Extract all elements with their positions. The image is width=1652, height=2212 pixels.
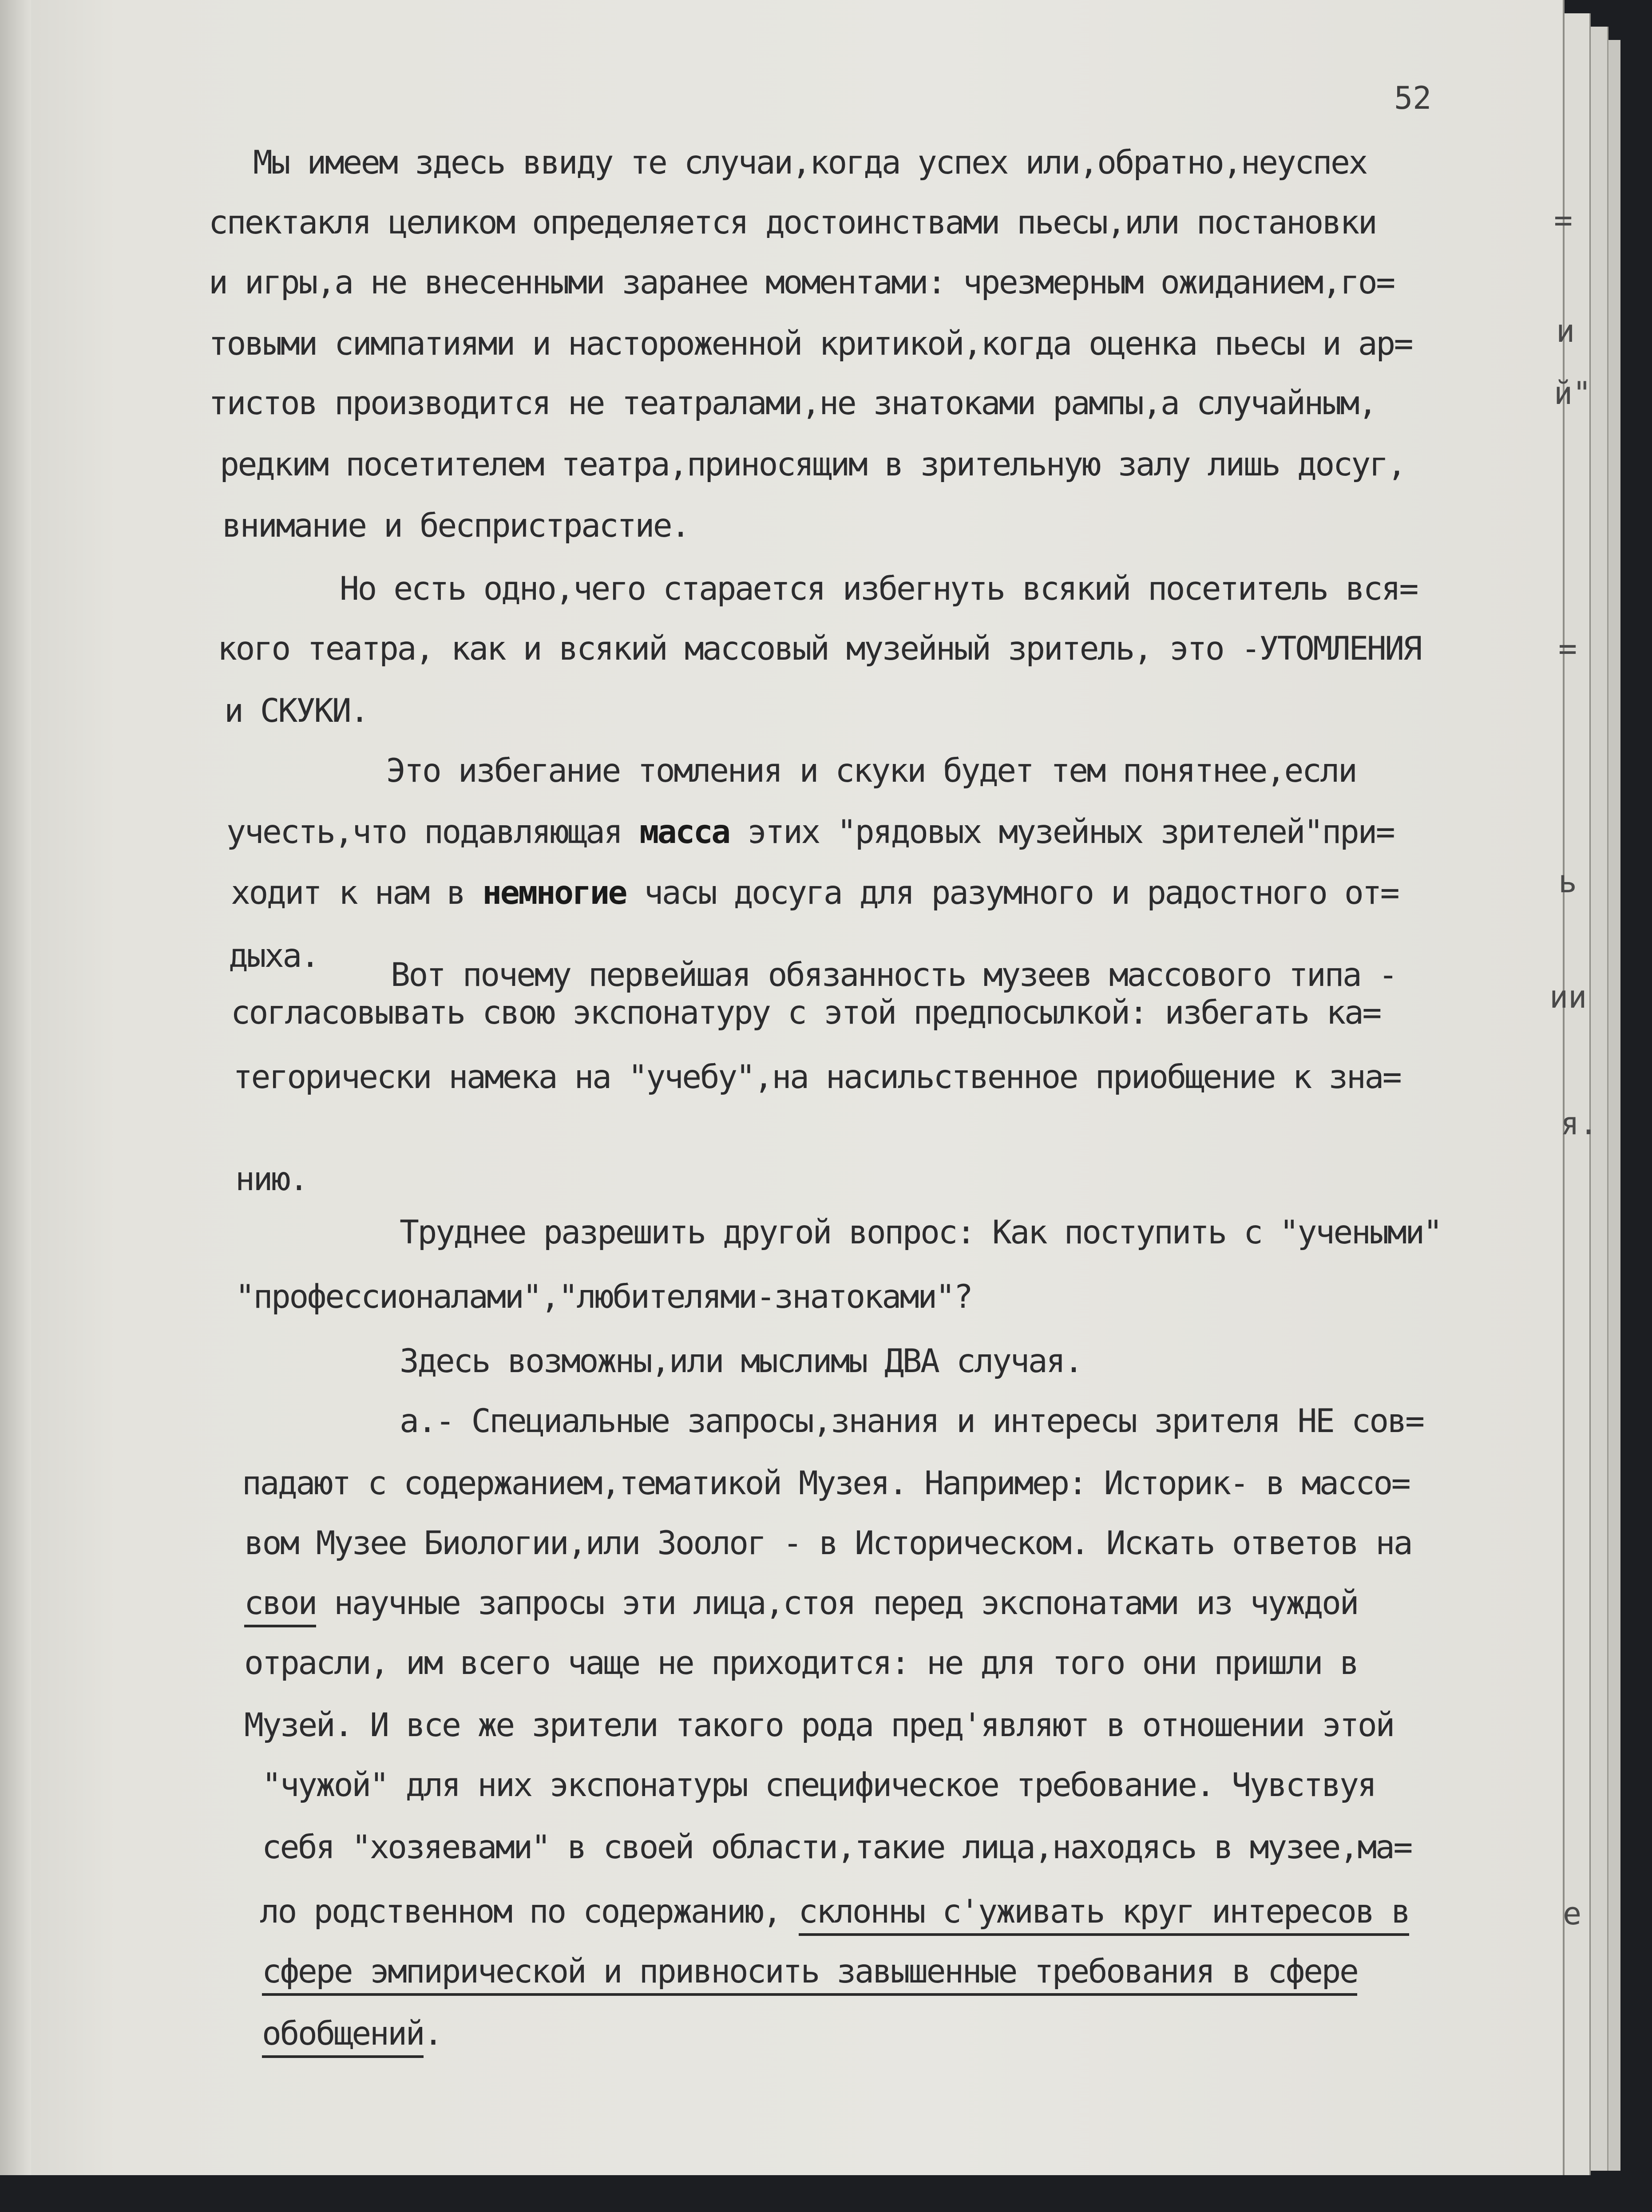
text-line bbox=[260, 1893, 1409, 1931]
text-line bbox=[400, 1216, 1441, 1249]
text-line bbox=[231, 994, 1380, 1032]
text-line bbox=[400, 1402, 1423, 1440]
margin-fragment: = bbox=[1554, 202, 1573, 238]
margin-fragment: = bbox=[1558, 630, 1577, 667]
margin-fragment: я. bbox=[1561, 1105, 1598, 1142]
underlined-text: сфере эмпирической и привносить завышенные требования в сфере bbox=[262, 1953, 1357, 1996]
margin-fragment: и bbox=[1556, 313, 1575, 349]
text-line bbox=[220, 448, 1405, 481]
text-segment: тегорически намека на "учебу",на насильственное приобщение к зна= bbox=[233, 1058, 1401, 1096]
text-segment: Это избегание томления и скуки будет тем понятнее,если bbox=[386, 752, 1356, 790]
underlined-text: свои bbox=[244, 1584, 316, 1627]
text-segment: падают с содержанием,тематикой Музея. Например: Историк- в массо= bbox=[242, 1464, 1410, 1502]
text-segment: товыми симпатиями и настороженной критикой,когда оценка пьесы и ар= bbox=[209, 325, 1412, 363]
text-line bbox=[235, 1160, 307, 1198]
text-segment: учесть,что подавляющая bbox=[226, 813, 640, 851]
text-segment: Вот почему первейшая обязанность музеев массового типа - bbox=[391, 956, 1397, 994]
text-line bbox=[244, 1644, 1358, 1682]
text-line bbox=[218, 630, 1421, 668]
margin-fragment: е bbox=[1563, 1895, 1582, 1932]
text-line bbox=[244, 1584, 1358, 1622]
underlined-text: склонны с'уживать круг интересов в bbox=[799, 1893, 1409, 1936]
text-segment: дыха. bbox=[229, 937, 319, 975]
text-line bbox=[386, 752, 1356, 790]
text-line bbox=[340, 570, 1417, 608]
text-segment: часы досуга для разумного и радостного от= bbox=[626, 874, 1398, 912]
text-segment: и игры,а не внесенными заранее моментами: чрезмерным ожиданием,го= bbox=[209, 264, 1394, 301]
underlined-text: обобщений bbox=[262, 2015, 424, 2058]
text-line bbox=[209, 266, 1394, 299]
text-segment: Здесь возможны,или мыслимы ДВА случая. bbox=[400, 1342, 1082, 1380]
text-segment: редким посетителем театра,приносящим в зрительную залу лишь досуг, bbox=[220, 446, 1405, 483]
text-segment: "профессионалами","любителями-знатоками"? bbox=[235, 1278, 972, 1316]
text-segment: Мы имеем здесь ввиду те случаи,когда успех или,обратно,неуспех bbox=[253, 144, 1367, 182]
text-line bbox=[400, 1342, 1082, 1380]
text-line bbox=[262, 2015, 442, 2053]
text-line bbox=[262, 1828, 1411, 1866]
text-segment: "чужой" для них экспонатуры специфическое требование. Чувствуя bbox=[262, 1766, 1375, 1804]
bold-word: масса bbox=[639, 813, 729, 851]
page-number: 52 bbox=[1394, 80, 1432, 116]
text-segment: и СКУКИ. bbox=[224, 692, 368, 730]
text-line bbox=[262, 1766, 1375, 1804]
text-segment: себя "хозяевами" в своей области,такие лица,находясь в музее,ма= bbox=[262, 1828, 1411, 1866]
text-line bbox=[242, 1464, 1410, 1502]
text-segment: научные запросы эти лица,стоя перед экспонатами из чуждой bbox=[316, 1584, 1358, 1622]
binding-shadow bbox=[0, 0, 31, 2175]
margin-fragment: ь bbox=[1558, 863, 1577, 900]
text-segment: Музей. И все же зрители такого рода пред'являют в отношении этой bbox=[244, 1706, 1394, 1744]
text-segment: кого театра, как и всякий массовый музейный зритель, это -УТОМЛЕНИЯ bbox=[218, 630, 1421, 668]
text-line bbox=[209, 325, 1412, 363]
text-segment: . bbox=[424, 2015, 442, 2053]
text-line bbox=[231, 874, 1398, 912]
text-segment: ходит к нам в bbox=[231, 874, 483, 912]
text-line bbox=[233, 1058, 1401, 1096]
text-segment: Но есть одно,чего старается избегнуть всякий посетитель вся= bbox=[340, 570, 1417, 608]
text-line bbox=[253, 144, 1367, 182]
text-line bbox=[244, 1706, 1394, 1744]
text-segment: вом Музее Биологии,или Зоолог - в Историческом. Искать ответов на bbox=[244, 1524, 1412, 1562]
text-segment: согласовывать свою экспонатуру с этой предпосылкой: избегать ка= bbox=[231, 994, 1380, 1032]
text-line bbox=[209, 384, 1376, 422]
text-line bbox=[262, 1955, 1357, 1988]
text-line bbox=[222, 507, 689, 545]
text-segment: тистов производится не театралами,не знатоками рампы,а случайным, bbox=[209, 384, 1376, 422]
text-line bbox=[209, 206, 1376, 239]
text-line bbox=[229, 937, 319, 975]
text-segment: спектакля целиком определяется достоинствами пьесы,или постановки bbox=[209, 204, 1376, 241]
text-line bbox=[235, 1278, 972, 1316]
text-segment: ло родственном по содержанию, bbox=[260, 1893, 799, 1931]
margin-fragment: й" bbox=[1554, 375, 1592, 412]
text-line bbox=[244, 1524, 1412, 1562]
text-segment: а.- Специальные запросы,знания и интересы зрителя НЕ сов= bbox=[400, 1402, 1423, 1440]
text-segment: нию. bbox=[235, 1160, 307, 1198]
text-segment: Труднее разрешить другой вопрос: Как поступить с "учеными" bbox=[400, 1214, 1442, 1251]
margin-fragment: ии bbox=[1549, 979, 1587, 1015]
text-segment: отрасли, им всего чаще не приходится: не для того они пришли в bbox=[244, 1644, 1358, 1682]
bold-word: немногие bbox=[482, 874, 626, 912]
text-line bbox=[226, 813, 1394, 851]
text-line bbox=[224, 692, 368, 730]
text-segment: внимание и беспристрастие. bbox=[222, 507, 689, 545]
text-segment: этих "рядовых музейных зрителей"при= bbox=[729, 813, 1394, 851]
text-line bbox=[391, 956, 1397, 994]
